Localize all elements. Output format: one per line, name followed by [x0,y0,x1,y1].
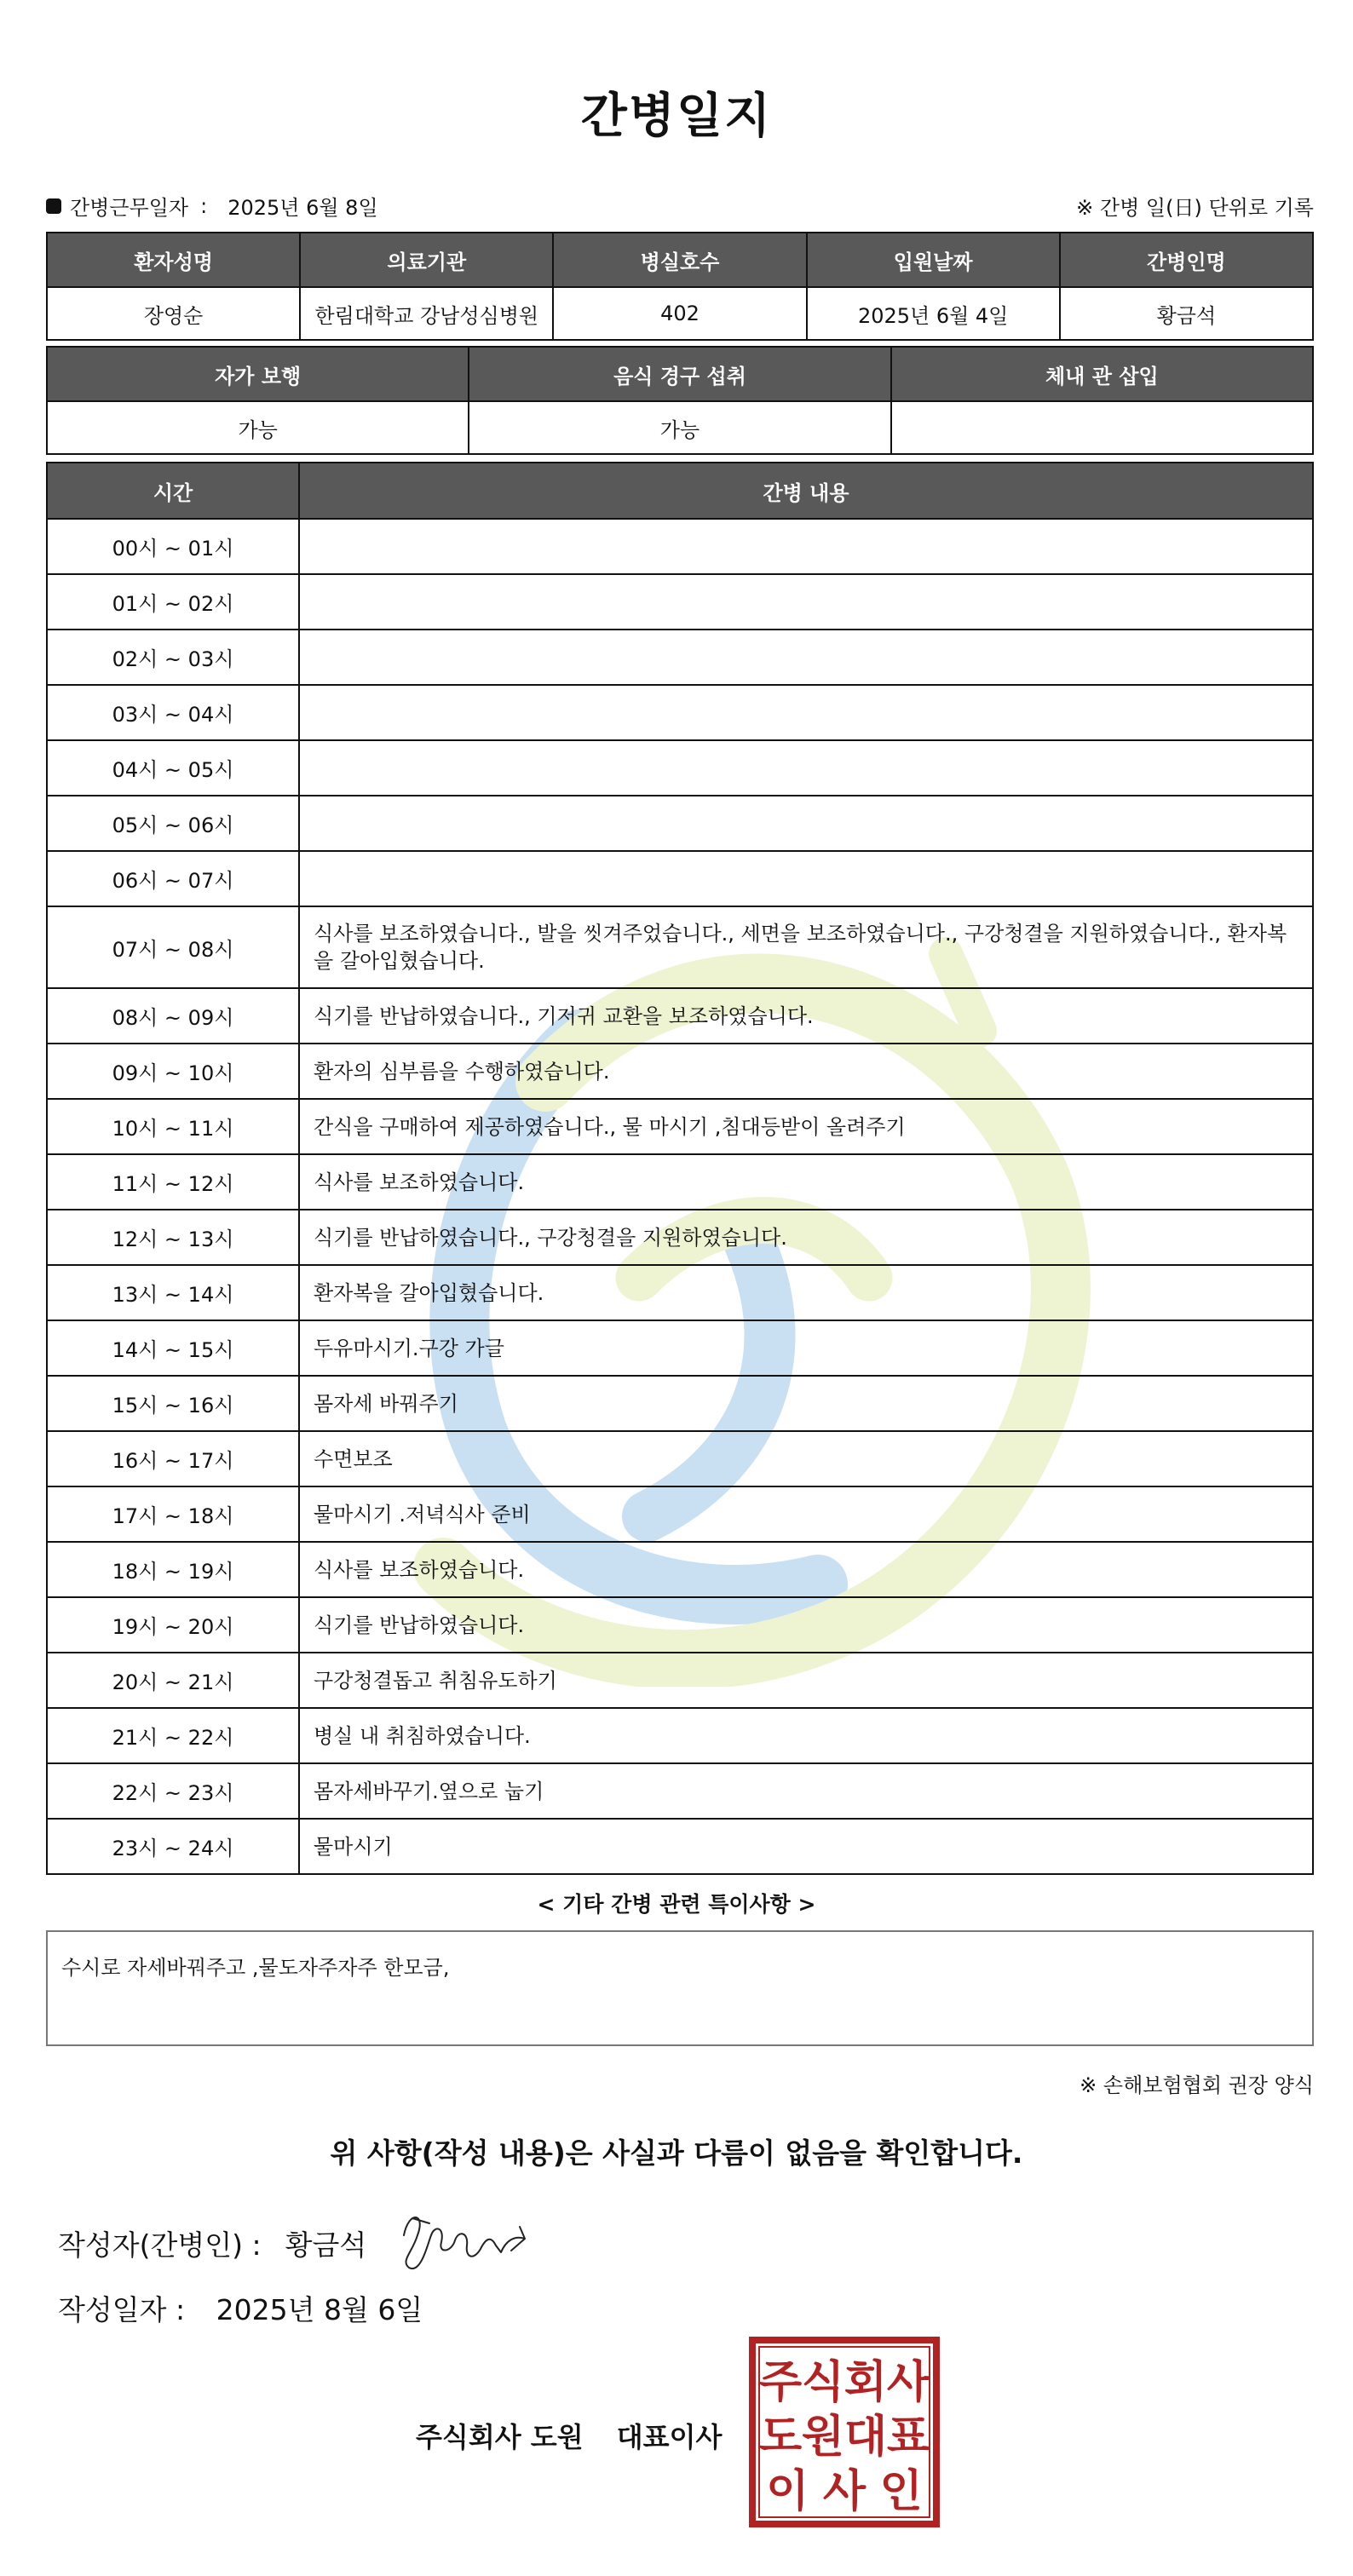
company-row [416,2416,722,2455]
log-time: 12시 ~ 13시 [47,1210,299,1265]
seal-character: 원 [801,2411,845,2463]
bullet-icon [46,198,61,214]
table-header-row [47,347,1313,401]
log-time: 02시 ~ 03시 [47,630,299,685]
company-ceo-title: 대표이사 [616,2421,723,2453]
header-time: 시간 [47,463,299,519]
table-header-row [47,233,1313,287]
log-content: 식기를 반납하였습니다., 구강청결을 지원하였습니다. [299,1210,1313,1265]
seal-character: 식 [801,2356,845,2408]
header-patient-name: 환자성명 [47,233,300,287]
patient-info-table [46,232,1314,341]
log-time: 06시 ~ 07시 [47,851,299,906]
table-row [47,630,1313,685]
log-time: 01시 ~ 02시 [47,574,299,630]
tube-insertion [891,401,1313,454]
page-title: 간병일지 [580,89,773,144]
log-time: 21시 ~ 22시 [47,1708,299,1763]
self-walking: 가능 [47,401,469,454]
log-content [299,685,1313,740]
table-row [47,1486,1313,1542]
table-row [47,401,1313,454]
seal-character: 회 [843,2356,888,2408]
seal-character: 대 [843,2411,888,2463]
log-time: 07시 ~ 08시 [47,906,299,988]
patient-name: 장영순 [47,287,300,340]
log-time: 03시 ~ 04시 [47,685,299,740]
table-row [47,1099,1313,1154]
table-row [47,1044,1313,1099]
log-time: 04시 ~ 05시 [47,740,299,796]
log-time: 18시 ~ 19시 [47,1542,299,1597]
header-self-walking: 자가 보행 [47,347,469,401]
log-content [299,851,1313,906]
log-content [299,574,1313,630]
log-time: 22시 ~ 23시 [47,1763,299,1819]
written-date-value: 2025년 8월 6일 [216,2293,423,2326]
hospital: 한림대학교 강남성심병원 [300,287,553,340]
table-row [47,1431,1313,1486]
log-content: 병실 내 취침하였습니다. [299,1708,1313,1763]
seal-character: 주 [758,2356,803,2408]
written-date-label: 작성일자 : [58,2293,186,2326]
seal-character: 도 [758,2411,803,2463]
log-content: 환자의 심부름을 수행하였습니다. [299,1044,1313,1099]
log-content: 구강청결돕고 취침유도하기 [299,1653,1313,1708]
log-content: 식기를 반납하였습니다. [299,1597,1313,1653]
header-hospital: 의료기관 [300,233,553,287]
log-content [299,630,1313,685]
daily-record-note: ※ 간병 일(日) 단위로 기록 [1076,196,1314,220]
log-time: 05시 ~ 06시 [47,796,299,851]
company-name: 주식회사 도원 [416,2421,584,2453]
special-notes-title: < 기타 간병 관련 특이사항 > [537,1892,816,1917]
patient-status-table [46,346,1314,455]
log-time: 00시 ~ 01시 [47,519,299,574]
work-date-value: 2025년 6월 8일 [227,196,378,220]
header-oral-intake: 음식 경구 섭취 [469,347,890,401]
log-time: 20시 ~ 21시 [47,1653,299,1708]
table-row [47,796,1313,851]
confirmation-statement: 위 사항(작성 내용)은 사실과 다름이 없음을 확인합니다. [330,2136,1023,2170]
table-row [47,1653,1313,1708]
caregiver-name: 황금석 [1060,287,1313,340]
oral-intake: 가능 [469,401,890,454]
table-row [47,1819,1313,1874]
seal-character: 사 [886,2356,930,2408]
log-content [299,796,1313,851]
table-row [47,851,1313,906]
writer-label: 작성자(간병인) : [58,2228,262,2262]
log-content: 식기를 반납하였습니다., 기저귀 교환을 보조하였습니다. [299,988,1313,1044]
table-row [47,574,1313,630]
table-row [47,1708,1313,1763]
log-content: 물마시기 .저녁식사 준비 [299,1486,1313,1542]
table-row [47,1763,1313,1819]
seal-character: 표 [886,2411,930,2463]
care-log-table [46,462,1314,1875]
log-content: 식사를 보조하였습니다. [299,1154,1313,1210]
log-content: 몸자세 바꿔주기 [299,1376,1313,1431]
table-row [47,1597,1313,1653]
log-content: 몸자세바꾸기.옆으로 눕기 [299,1763,1313,1819]
seal-character: 이 [766,2465,809,2517]
table-row [47,1265,1313,1320]
work-date-separator: : [200,193,208,218]
log-time: 13시 ~ 14시 [47,1265,299,1320]
header-care-content: 간병 내용 [299,463,1313,519]
table-row [47,1542,1313,1597]
seal-character: 사 [822,2465,866,2517]
log-time: 16시 ~ 17시 [47,1431,299,1486]
log-content [299,740,1313,796]
table-row [47,1376,1313,1431]
log-time: 10시 ~ 11시 [47,1099,299,1154]
log-time: 17시 ~ 18시 [47,1486,299,1542]
log-time: 08시 ~ 09시 [47,988,299,1044]
log-content: 수면보조 [299,1431,1313,1486]
log-content: 식사를 보조하였습니다. [299,1542,1313,1597]
header-caregiver-name: 간병인명 [1060,233,1313,287]
table-row [47,1210,1313,1265]
log-content [299,519,1313,574]
writer-row [58,2223,366,2263]
table-row [47,1154,1313,1210]
table-header-row [47,463,1313,519]
log-content: 식사를 보조하였습니다., 발을 씻겨주었습니다., 세면을 보조하였습니다., 구강청결을 지원하였습니다., 환자복을 갈아입혔습니다. [299,906,1313,988]
work-date-label: 간병근무일자 [70,196,189,220]
meta-row [46,187,1314,221]
table-row [47,287,1313,340]
log-time: 19시 ~ 20시 [47,1597,299,1653]
log-time: 15시 ~ 16시 [47,1376,299,1431]
log-time: 14시 ~ 15시 [47,1320,299,1376]
table-row [47,740,1313,796]
table-row [47,906,1313,988]
recommended-form-note: ※ 손해보험협회 권장 양식 [1080,2073,1314,2097]
log-content: 환자복을 갈아입혔습니다. [299,1265,1313,1320]
log-time: 09시 ~ 10시 [47,1044,299,1099]
admission-date: 2025년 6월 4일 [807,287,1060,340]
header-room-number: 병실호수 [553,233,806,287]
special-notes-content: 수시로 자세바꿔주고 ,물도자주자주 한모금, [61,1956,450,1980]
table-row [47,1320,1313,1376]
header-tube-insertion: 체내 관 삽입 [891,347,1313,401]
work-date [46,191,378,221]
table-row [47,988,1313,1044]
header-admission-date: 입원날짜 [807,233,1060,287]
written-date-row [58,2288,423,2328]
log-content: 두유마시기.구강 가글 [299,1320,1313,1376]
log-content: 간식을 구매하여 제공하였습니다., 물 마시기 ,침대등받이 올려주기 [299,1099,1313,1154]
seal-character: 인 [879,2465,923,2517]
log-time: 11시 ~ 12시 [47,1154,299,1210]
log-time: 23시 ~ 24시 [47,1819,299,1874]
signature-image [392,2201,545,2278]
table-row [47,519,1313,574]
log-content: 물마시기 [299,1819,1313,1874]
writer-name: 황금석 [285,2228,367,2262]
table-row [47,685,1313,740]
company-seal-stamp [748,2336,941,2528]
room-number: 402 [553,287,806,340]
special-notes-box [46,1930,1314,2046]
